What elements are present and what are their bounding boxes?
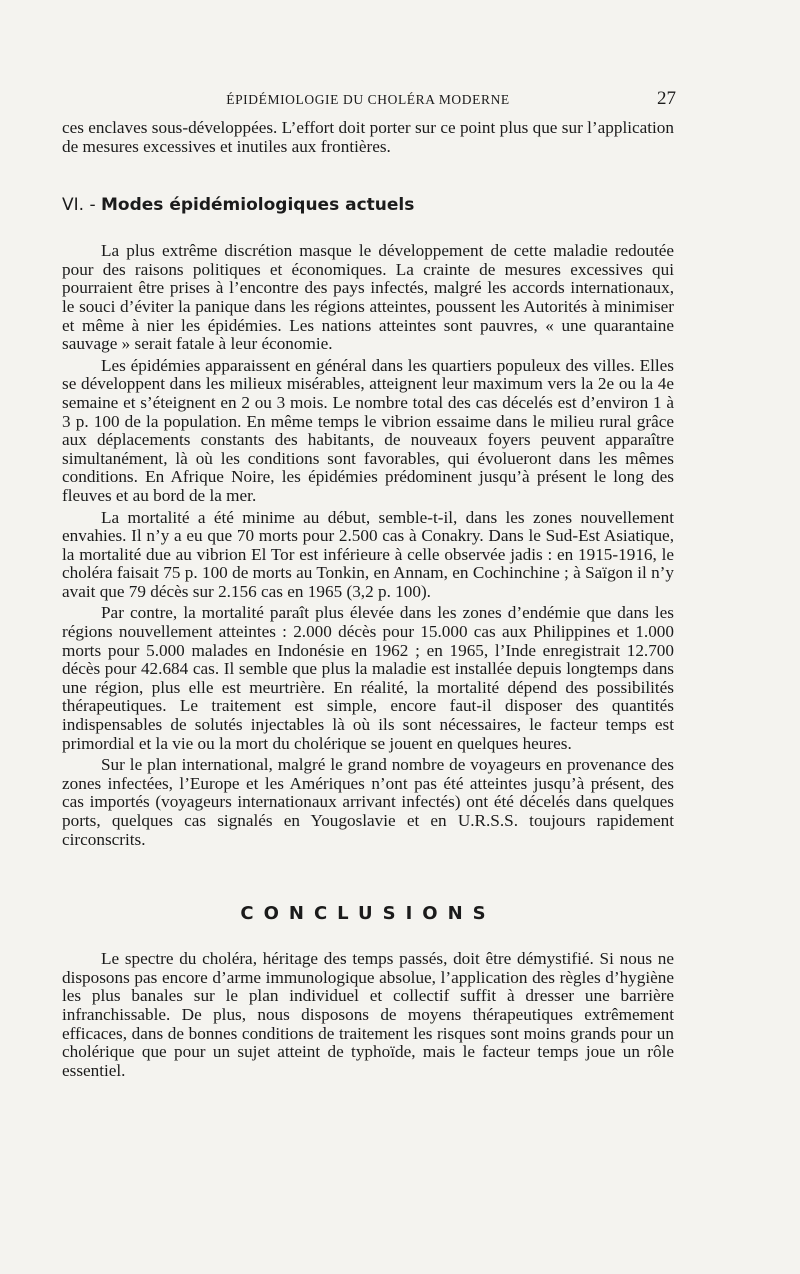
section-paragraph-1: La plus extrême discrétion masque le développement de cette maladie redoutée pour des raisons politiques et économiques. La crainte de mesures excessives qui pourraient être prises à l’encontre des pays infectés, malgré les accords internationaux, le souci d’éviter la panique dans les régions atteintes, poussent les Autorités à minimiser et même à nier les épidémies. Les nations atteintes sont pauvres, « une quarantaine sauvage » serait fatale à leur économie. — [62, 241, 674, 354]
running-head — [62, 88, 674, 112]
section-title: Modes épidémiologiques actuels — [101, 195, 415, 216]
section-paragraph-4: Par contre, la mortalité paraît plus élevée dans les zones d’endémie que dans les régions nouvellement atteintes : 2.000 décès pour 15.000 cas aux Philippines et 1.000 morts pour 5.000 malades en Indonésie en 1962 ; en 1965, l’Inde enregistrait 12.700 décès pour 42.684 cas. Il semble que plus la maladie est installée depuis longtemps dans une région, plus elle est meurtrière. En réalité, la mortalité dépend des possibilités thérapeutiques. Le traitement est simple, encore faut-il disposer des quantités indispensables de solutés injectables là où ils sont nécessaires, le facteur temps est primordial et la vie ou la mort du cholérique se jouent en quelques heures. — [62, 603, 674, 753]
section-number: VI. - — [62, 195, 96, 216]
conclusions-heading: CONCLUSIONS — [240, 903, 496, 925]
conclusions-paragraph: Le spectre du choléra, héritage des temps passés, doit être démystifié. Si nous ne disposons pas encore d’arme immunologique absolue, l’application des règles d’hygiène les plus banales sur le plan individuel et collectif suffit à dresser une barrière infranchissable. De plus, nous disposons de moyens thérapeutiques extrêmement efficaces, dans de bonnes conditions de traitement les risques sont moins grands pour un cholérique que pour un sujet atteint de typhoïde, mais le facteur temps joue un rôle essentiel. — [62, 949, 674, 1080]
running-title: ÉPIDÉMIOLOGIE DU CHOLÉRA MODERNE — [226, 92, 510, 107]
intro-paragraph: ces enclaves sous-développées. L’effort doit porter sur ce point plus que sur l’application de mesures excessives et inutiles aux frontières. — [62, 118, 674, 156]
section-paragraph-5: Sur le plan international, malgré le grand nombre de voyageurs en provenance des zones infectées, l’Europe et les Amériques n’ont pas été atteintes jusqu’à présent, des cas importés (voyageurs internationaux arrivant infectés) ont été décelés dans quelques ports, quelques cas signalés en Yougoslavie et en U.R.S.S. toujours rapidement circonscrits. — [62, 755, 674, 849]
section-heading — [62, 195, 674, 215]
section-paragraph-3: La mortalité a été minime au début, semble-t-il, dans les zones nouvellement envahies. Il n’y a eu que 70 morts pour 2.500 cas à Conakry. Dans le Sud-Est Asiatique, la mortalité due au vibrion El Tor est inférieure à celle observée jadis : en 1915-1916, le choléra faisait 75 p. 100 de morts au Tonkin, en Annam, en Cochinchine ; à Saïgon il n’y avait que 79 décès sur 2.156 cas en 1965 (3,2 p. 100). — [62, 507, 674, 601]
page — [62, 88, 674, 1080]
section-paragraph-2: Les épidémies apparaissent en général dans les quartiers populeux des villes. Elles se développent dans les milieux misérables, atteignent leur maximum vers la 2e ou la 4e semaine et s’éteignent en 2 ou 3 mois. Le nombre total des cas décelés est d’environ 1 à 3 p. 100 de la population. En même temps le vibrion essaime dans le milieu rural grâce aux déplacements constants des habitants, de nouveaux foyers peuvent apparaître simultanément, là où les conditions sont favorables, qui évolueront dans les mêmes conditions. En Afrique Noire, les épidémies prédominent jusqu’à présent le long des fleuves et au bord de la mer. — [62, 355, 674, 505]
page-number: 27 — [657, 88, 676, 109]
